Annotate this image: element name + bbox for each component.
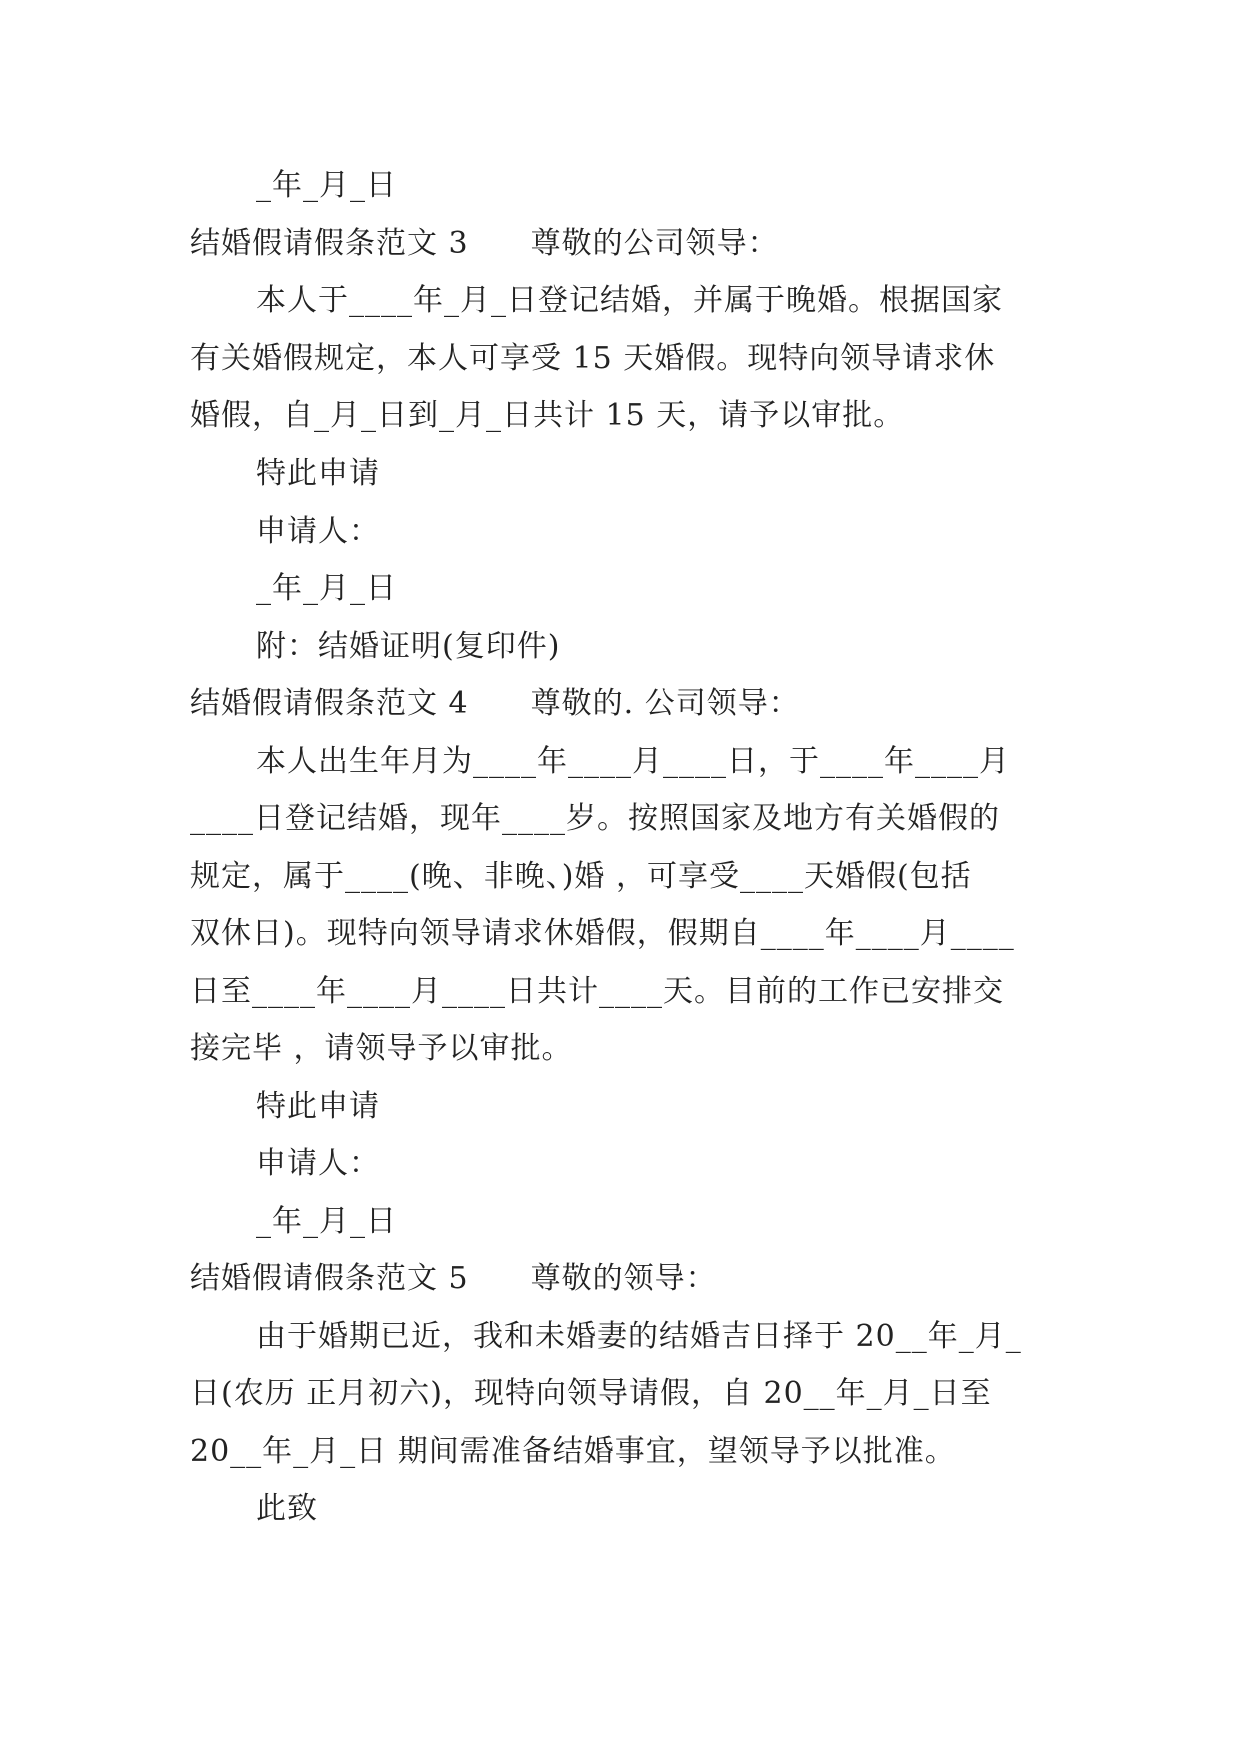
section-heading: 结婚假请假条范文 5 尊敬的领导： — [190, 1261, 717, 1296]
attachment-line: 附：结婚证明(复印件) — [256, 629, 561, 664]
paragraph-line: 由于婚期已近，我和未婚妻的结婚吉日择于 20__年_月_ — [256, 1319, 1022, 1354]
date-line: _年_月_日 — [256, 168, 397, 203]
section-heading: 结婚假请假条范文 3 尊敬的公司领导： — [190, 226, 779, 261]
paragraph-line: 本人于____年_月_日登记结婚，并属于晚婚。根据国家 — [256, 283, 1003, 318]
date-line: _年_月_日 — [256, 571, 397, 606]
paragraph-line: 双休日)。现特向领导请求休婚假，假期自____年____月____ — [190, 916, 1015, 951]
paragraph-line: 20__年_月_日 期间需准备结婚事宜，望领导予以批准。 — [190, 1434, 956, 1469]
paragraph-line: 日(农历 正月初六)，现特向领导请假，自 20__年_月_日至 — [190, 1376, 992, 1411]
paragraph-line: 日至____年____月____日共计____天。目前的工作已安排交 — [190, 974, 1004, 1009]
closing-line: 特此申请 — [256, 1089, 380, 1124]
closing-line: 此致 — [256, 1491, 318, 1526]
applicant-line: 申请人： — [256, 514, 380, 549]
paragraph-line: 规定，属于____(晚、非晚、)婚 ，可享受____天婚假(包括 — [190, 859, 972, 894]
paragraph-line: 有关婚假规定，本人可享受 15 天婚假。现特向领导请求休 — [190, 341, 996, 376]
paragraph-line: 婚假，自_月_日到_月_日共计 15 天，请予以审批。 — [190, 398, 905, 433]
paragraph-line: ____日登记结婚，现年____岁。按照国家及地方有关婚假的 — [190, 801, 1000, 836]
closing-line: 特此申请 — [256, 456, 380, 491]
section-heading: 结婚假请假条范文 4 尊敬的. 公司领导： — [190, 686, 800, 721]
applicant-line: 申请人： — [256, 1146, 380, 1181]
date-line: _年_月_日 — [256, 1204, 397, 1239]
paragraph-line: 本人出生年月为____年____月____日，于____年____月 — [256, 744, 1010, 779]
paragraph-line: 接完毕 ，请领导予以审批。 — [190, 1031, 573, 1066]
